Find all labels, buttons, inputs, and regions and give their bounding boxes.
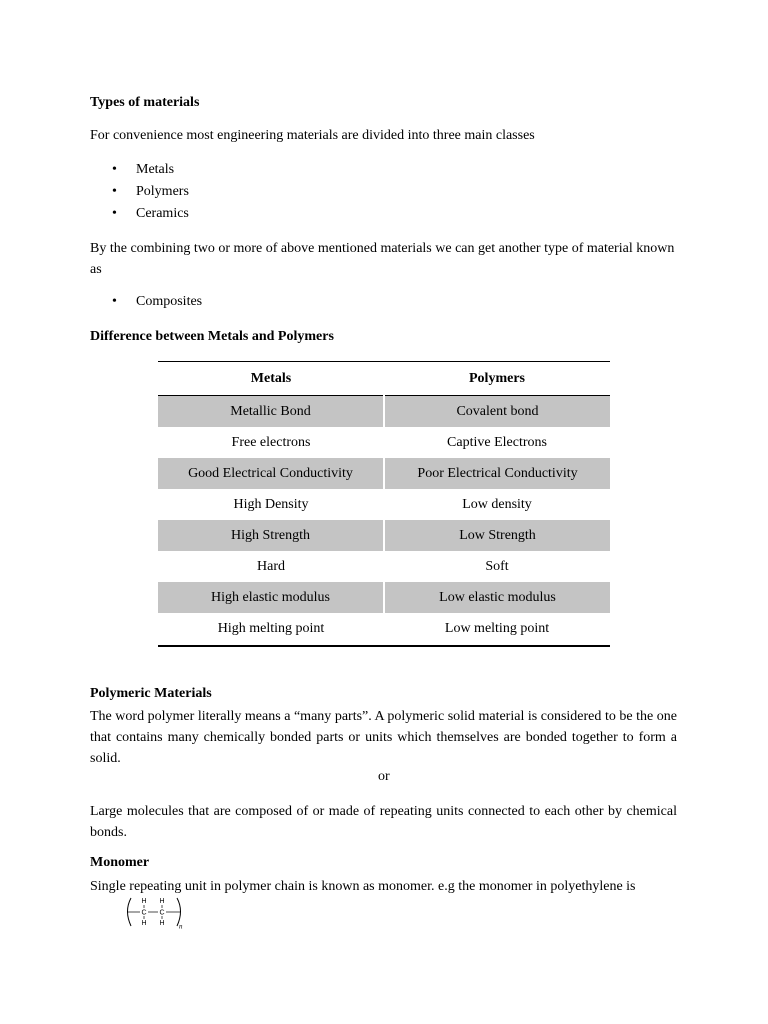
polyethylene-monomer-formula xyxy=(122,895,186,929)
table-cell: Captive Electrons xyxy=(447,434,547,450)
table-cell: High Density xyxy=(233,496,309,512)
bullet-icon: • xyxy=(112,206,117,221)
bullet-icon: • xyxy=(112,184,117,199)
subscript-n: n xyxy=(179,922,183,929)
table-cell: Low melting point xyxy=(384,613,610,646)
bullet-icon: • xyxy=(112,294,117,309)
hydrogen-atom: H xyxy=(141,898,147,905)
intro-paragraph: For convenience most engineering materials are divided into three main classes xyxy=(90,128,535,143)
hydrogen-atom: H xyxy=(141,920,147,927)
polymeric-paragraph: The word polymer literally means a “many parts”. A polymeric solid material is considered to be the one that contains many chemically bonded parts or units which themselves are bonded together to form a solid. xyxy=(90,709,677,766)
table-cell: Low density xyxy=(462,496,532,512)
bullet-icon: • xyxy=(112,162,117,177)
hydrogen-atom: H xyxy=(159,898,165,905)
heading-monomer: Monomer xyxy=(90,855,150,870)
list-item-text: Composites xyxy=(136,294,203,309)
table-row xyxy=(158,427,610,458)
monomer-paragraph: Single repeating unit in polymer chain is known as monomer. e.g the monomer in polyethylene is xyxy=(90,879,636,894)
table-row xyxy=(158,551,610,582)
heading-difference: Difference between Metals and Polymers xyxy=(90,329,334,344)
table-cell: Soft xyxy=(485,558,509,574)
table-row xyxy=(158,489,610,520)
table-row xyxy=(158,396,610,428)
column-header-polymers: Polymers xyxy=(384,362,610,396)
table-cell: Good Electrical Conductivity xyxy=(158,458,384,489)
heading-types-of-materials: Types of materials xyxy=(90,95,200,110)
comparison-table xyxy=(158,361,610,647)
list-item-text: Metals xyxy=(136,162,175,177)
carbon-atom: C xyxy=(159,909,165,917)
table-cell: High elastic modulus xyxy=(158,582,384,613)
list-item-text: Ceramics xyxy=(136,206,189,221)
large-molecules-paragraph: Large molecules that are composed of or made of repeating units connected to each other by chemical bonds. xyxy=(90,804,677,840)
or-separator: or xyxy=(378,769,390,784)
table-cell: High Strength xyxy=(158,520,384,551)
table-cell: Free electrons xyxy=(231,434,311,450)
combining-paragraph: By the combining two or more of above mentioned materials we can get another type of material known as xyxy=(90,241,675,277)
heading-polymeric-materials: Polymeric Materials xyxy=(90,686,212,701)
table-cell: Poor Electrical Conductivity xyxy=(384,458,610,489)
table-header-row xyxy=(158,362,610,396)
table-cell: Hard xyxy=(257,558,285,574)
table-cell: High melting point xyxy=(158,613,384,646)
table-cell: Low elastic modulus xyxy=(384,582,610,613)
table-row xyxy=(158,458,610,489)
table-cell: Metallic Bond xyxy=(158,396,384,428)
table-cell: Covalent bond xyxy=(384,396,610,428)
carbon-atom: C xyxy=(141,909,147,917)
table-row xyxy=(158,582,610,613)
table-cell: Low Strength xyxy=(384,520,610,551)
list-item-text: Polymers xyxy=(136,184,189,199)
table-row xyxy=(158,520,610,551)
column-header-metals: Metals xyxy=(158,362,384,396)
table-row xyxy=(158,613,610,646)
hydrogen-atom: H xyxy=(159,920,165,927)
